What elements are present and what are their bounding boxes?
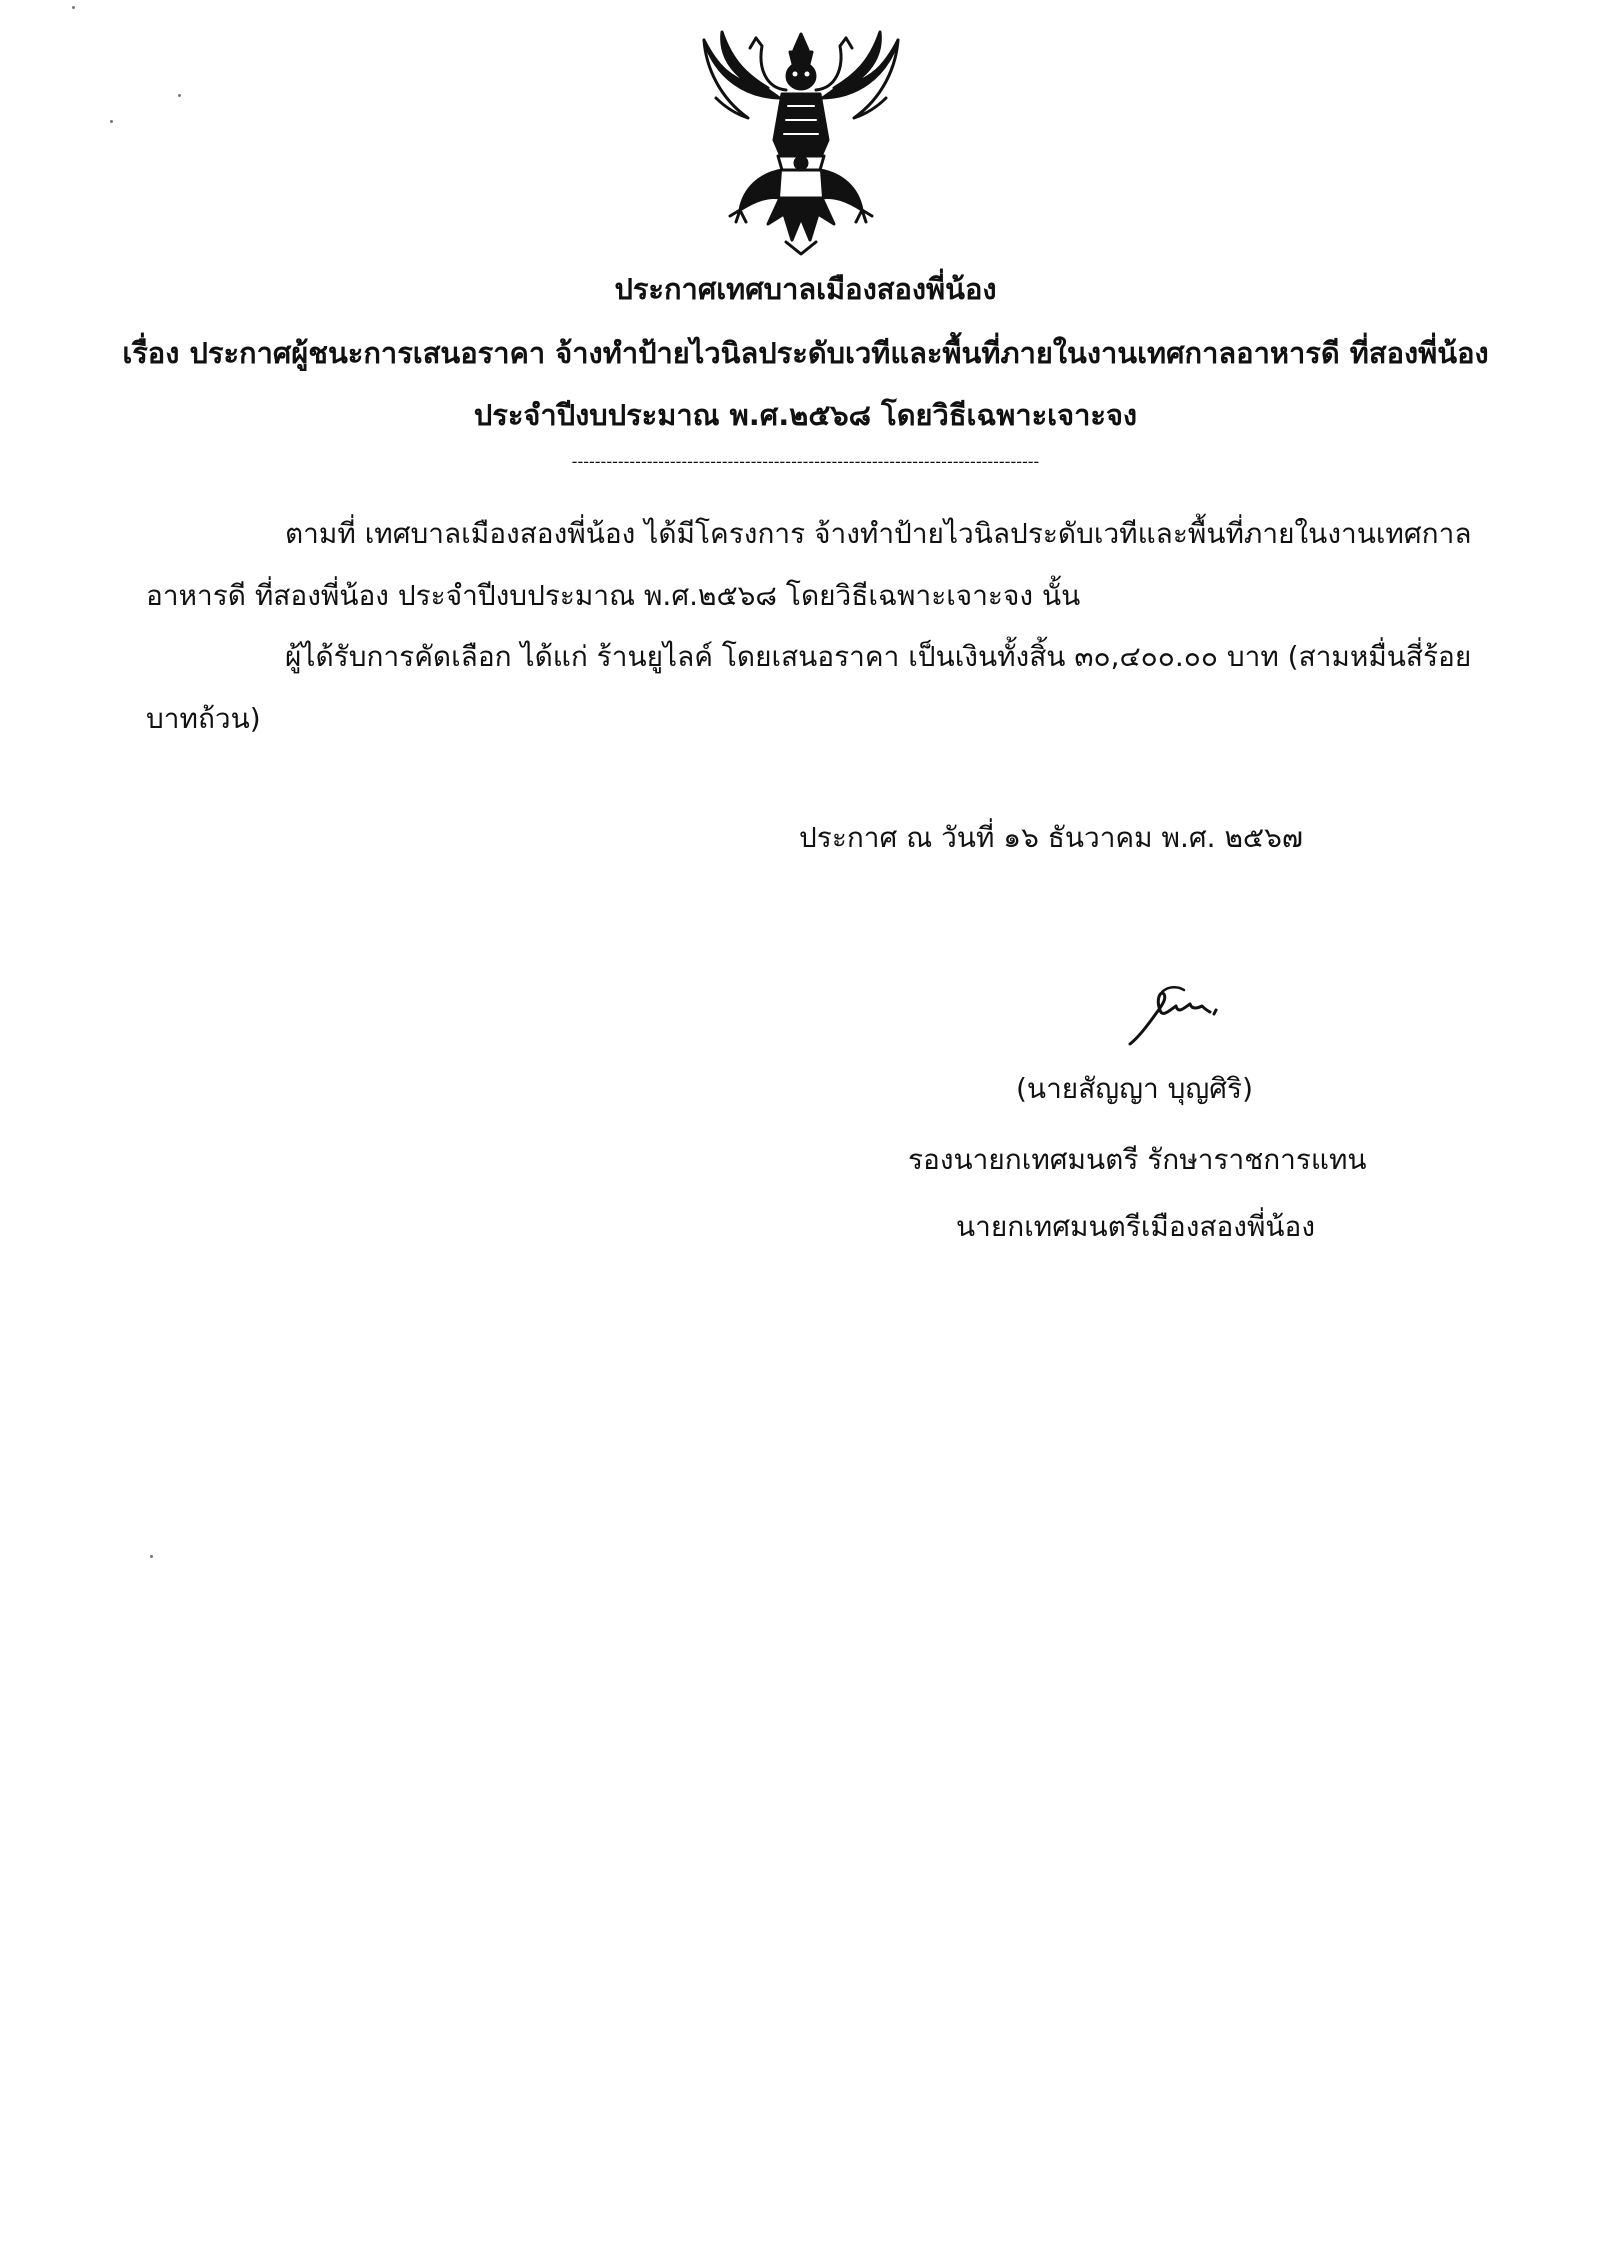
announcement-title: ประกาศเทศบาลเมืองสองพี่น้อง bbox=[614, 272, 997, 306]
scan-speck bbox=[72, 6, 75, 9]
signatory-position-continued: นายกเทศมนตรีเมืองสองพี่น้อง bbox=[956, 1210, 1316, 1243]
paragraph-2-line-2: บาทถ้วน) bbox=[146, 702, 261, 735]
paragraph-1-line-1: ตามที่ เทศบาลเมืองสองพี่น้อง ได้มีโครงการ จ้างทำป้ายไวนิลประดับเวทีและพื้นที่ภายในงานเทศกาล bbox=[285, 517, 1472, 550]
signatory-name: (นายสัญญา บุญศิริ) bbox=[1016, 1072, 1253, 1105]
paragraph-2-line-1: ผู้ได้รับการคัดเลือก ได้แก่ ร้านยูไลค์ โดยเสนอราคา เป็นเงินทั้งสิ้น ๓๐,๔๐๐.๐๐ บาท (สามหมื่นสี่ร้อย bbox=[285, 640, 1472, 673]
handwritten-signature bbox=[1126, 980, 1246, 1050]
signatory-position: รองนายกเทศมนตรี รักษาราชการแทน bbox=[908, 1143, 1367, 1176]
separator-line: --------------------------------------------------------------------------------- bbox=[571, 452, 1040, 471]
scan-speck bbox=[178, 94, 181, 97]
garuda-emblem-icon bbox=[696, 28, 906, 258]
announcement-subject: เรื่อง ประกาศผู้ชนะการเสนอราคา จ้างทำป้ายไวนิลประดับเวทีและพื้นที่ภายในงานเทศกาลอาหารดี ที่สองพี่น้อง bbox=[122, 336, 1489, 370]
scan-speck bbox=[150, 1555, 153, 1558]
paragraph-1-line-2: อาหารดี ที่สองพี่น้อง ประจำปีงบประมาณ พ.ศ.๒๕๖๘ โดยวิธีเฉพาะเจาะจง นั้น bbox=[146, 579, 1081, 612]
announcement-date: ประกาศ ณ วันที่ ๑๖ ธันวาคม พ.ศ. ๒๕๖๗ bbox=[799, 821, 1303, 854]
announcement-subject-continued: ประจำปีงบประมาณ พ.ศ.๒๕๖๘ โดยวิธีเฉพาะเจาะจง bbox=[473, 398, 1138, 432]
scan-speck bbox=[110, 120, 113, 123]
